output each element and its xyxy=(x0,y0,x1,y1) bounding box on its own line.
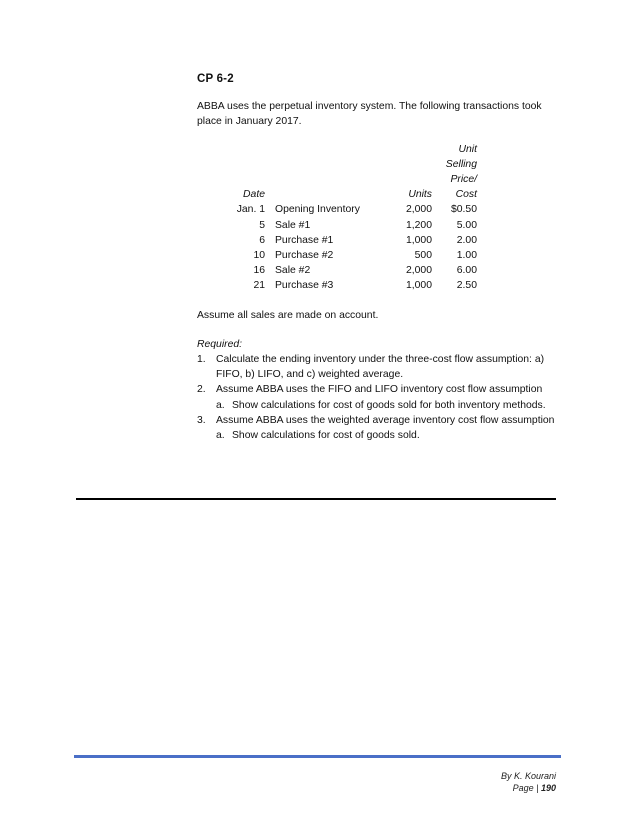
row-date: 21 xyxy=(253,280,265,292)
row-description: Purchase #1 xyxy=(275,234,334,246)
footer-divider xyxy=(74,755,561,758)
row-date: 16 xyxy=(253,265,265,277)
requirement-text: Assume ABBA uses the weighted average inventory cost flow assumption xyxy=(216,414,555,426)
footer-page-label: Page xyxy=(512,783,534,793)
sub-requirements-list xyxy=(216,398,557,413)
table-row xyxy=(223,202,477,217)
requirement-number: 3. xyxy=(197,414,206,426)
units-header: Units xyxy=(408,189,432,201)
requirement-number: 1. xyxy=(197,354,206,366)
sub-requirement-text: Show calculations for cost of goods sold for both inventory methods. xyxy=(232,399,546,411)
sub-requirement-item xyxy=(216,398,557,413)
row-units: 500 xyxy=(414,250,432,262)
row-price: 6.00 xyxy=(456,265,477,277)
intro-paragraph: ABBA uses the perpetual inventory system. The following transactions took place in January 2017. xyxy=(197,101,542,128)
row-units: 1,200 xyxy=(405,219,432,231)
row-description: Sale #1 xyxy=(275,219,311,231)
sub-requirement-text: Show calculations for cost of goods sold. xyxy=(232,430,420,442)
description-header xyxy=(275,142,387,203)
row-price: $0.50 xyxy=(450,204,477,216)
table-row xyxy=(223,233,477,248)
row-date: 10 xyxy=(253,250,265,262)
sub-requirement-item xyxy=(216,428,557,443)
row-description: Purchase #3 xyxy=(275,280,334,292)
table-row xyxy=(223,278,477,293)
requirement-text: Calculate the ending inventory under the three-cost flow assumption: a) FIFO, b) LIFO, and c) weighted average. xyxy=(216,354,545,381)
table-header-row xyxy=(223,142,477,203)
date-header: Date xyxy=(243,189,265,201)
row-price: 5.00 xyxy=(456,219,477,231)
row-units: 2,000 xyxy=(405,265,432,277)
price-header xyxy=(432,142,477,203)
table-row xyxy=(223,263,477,278)
page-footer xyxy=(501,770,556,794)
row-date: 5 xyxy=(259,219,265,231)
footer-separator: | xyxy=(536,783,539,793)
footer-page-line xyxy=(501,782,556,794)
row-units: 2,000 xyxy=(405,204,432,216)
table-row xyxy=(223,248,477,263)
row-units: 1,000 xyxy=(405,234,432,246)
row-units: 1,000 xyxy=(405,280,432,292)
assumption-text: Assume all sales are made on account. xyxy=(197,309,379,321)
footer-author: By K. Kourani xyxy=(500,771,556,781)
row-description: Purchase #2 xyxy=(275,250,334,262)
price-header-line: Price/ xyxy=(450,174,477,186)
price-header-line: Cost xyxy=(455,189,477,201)
price-header-line: Selling xyxy=(445,158,477,170)
sub-requirement-letter: a. xyxy=(216,430,225,442)
requirement-number: 2. xyxy=(197,384,206,396)
requirement-item xyxy=(197,352,557,382)
problem-heading: CP 6-2 xyxy=(197,73,234,85)
requirement-item xyxy=(197,413,557,443)
footer-page-number: 190 xyxy=(540,783,556,793)
row-price: 2.00 xyxy=(456,234,477,246)
row-date: 6 xyxy=(259,234,265,246)
row-description: Sale #2 xyxy=(275,265,311,277)
row-description: Opening Inventory xyxy=(275,204,360,216)
sub-requirement-letter: a. xyxy=(216,399,225,411)
row-date: Jan. 1 xyxy=(236,204,265,216)
row-price: 1.00 xyxy=(456,250,477,262)
requirements-list xyxy=(197,352,557,443)
requirement-item xyxy=(197,382,557,412)
problem-content xyxy=(197,72,557,443)
required-label: Required: xyxy=(197,338,243,350)
transactions-table xyxy=(223,142,477,294)
section-divider xyxy=(76,498,556,500)
table-row xyxy=(223,218,477,233)
sub-requirements-list xyxy=(216,428,557,443)
requirement-text: Assume ABBA uses the FIFO and LIFO inventory cost flow assumption xyxy=(216,384,543,396)
row-price: 2.50 xyxy=(456,280,477,292)
price-header-line: Unit xyxy=(458,143,477,155)
